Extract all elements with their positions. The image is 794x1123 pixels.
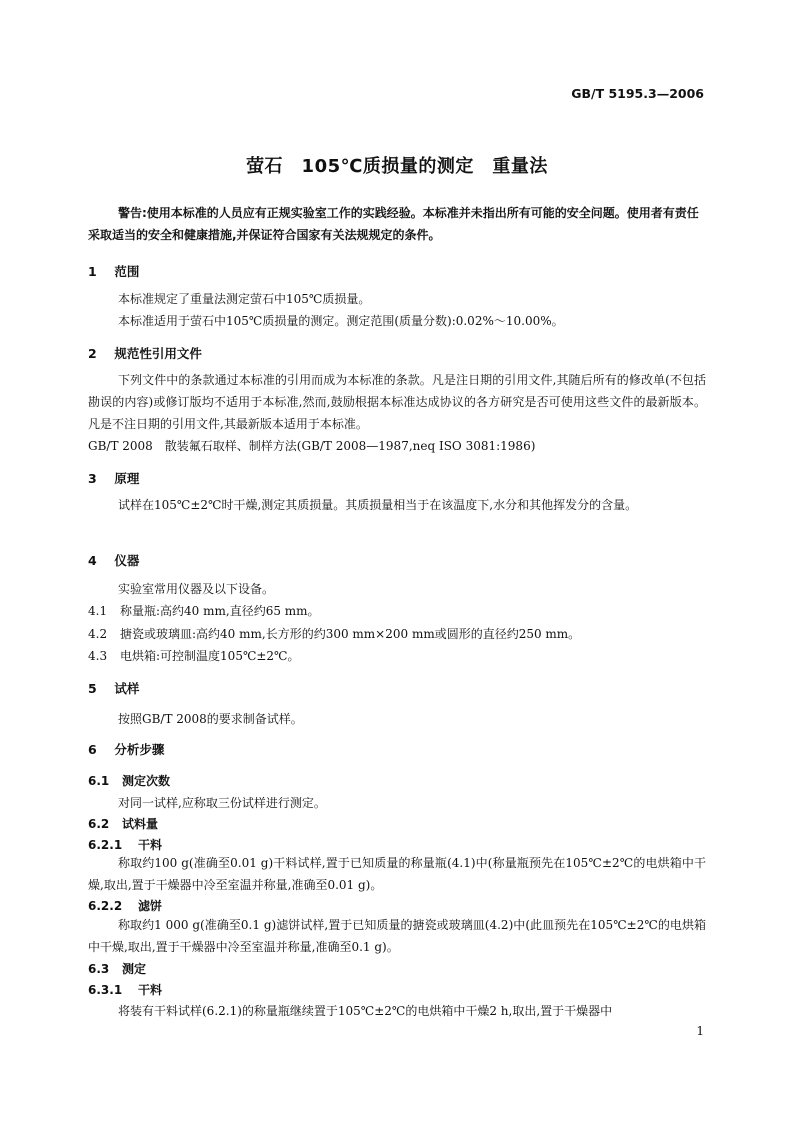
section-title: 分析步骤 — [114, 742, 165, 757]
section-3-paragraph: 试样在105℃±2℃时干燥,测定其质损量。其质损量相当于在该温度下,水分和其他挥发分的含量。 — [118, 498, 638, 512]
section-3-heading — [88, 469, 139, 487]
item-number: 4.2 — [88, 627, 108, 641]
section-4-heading — [88, 551, 139, 569]
section-number: 6 — [88, 742, 97, 757]
section-1-paragraph-1: 本标准规定了重量法测定萤石中105℃质损量。 — [118, 292, 371, 306]
subsection-6-3-1-heading — [88, 981, 162, 998]
list-item — [88, 647, 300, 664]
section-2-paragraph: 下列文件中的条款通过本标准的引用而成为本标准的条款。凡是注日期的引用文件,其随后所有的修改单(不包括勘误的内容)或修订版均不适用于本标准,然而,鼓励根据本标准达成协议的各方研究是否可使用这些文件的最新版本。凡是不注日期的引用文件,其最新版本适用于本标准。 — [88, 373, 706, 431]
reference-entry: GB/T 2008 散装氟石取样、制样方法(GB/T 2008—1987,neq ISO 3081:1986) — [88, 439, 536, 453]
subsection-title: 测定次数 — [122, 774, 171, 788]
subsection-6-1-heading — [88, 772, 170, 789]
subsection-number: 6.2 — [88, 817, 110, 831]
subsection-6-2-2-paragraph: 称取约1 000 g(准确至0.1 g)滤饼试样,置于已知质量的搪瓷或玻璃皿(4.2)中(此皿预先在105℃±2℃的电烘箱中干燥,取出,置于干燥器中冷至室温并称量,准确至0.1 g)。 — [88, 918, 706, 954]
section-4-paragraph: 实验室常用仪器及以下设备。 — [118, 582, 275, 596]
section-title: 仪器 — [114, 553, 140, 568]
section-1-heading — [88, 262, 139, 280]
section-title: 范围 — [114, 264, 140, 279]
subsection-number: 6.2.1 — [88, 838, 123, 852]
section-number: 3 — [88, 471, 97, 486]
subsection-title: 试料量 — [122, 817, 159, 831]
item-number: 4.1 — [88, 604, 108, 618]
subsection-6-2-heading — [88, 815, 158, 832]
subsection-number: 6.2.2 — [88, 899, 123, 913]
section-number: 2 — [88, 346, 97, 361]
section-title: 试样 — [114, 681, 140, 696]
subsection-6-3-heading — [88, 960, 146, 977]
section-1-paragraph-2: 本标准适用于萤石中105℃质损量的测定。测定范围(质量分数):0.02%～10.00%。 — [118, 314, 564, 328]
subsection-title: 干料 — [138, 983, 163, 997]
subsection-number: 6.1 — [88, 774, 110, 788]
section-title: 原理 — [114, 471, 140, 486]
subsection-number: 6.3 — [88, 962, 110, 976]
section-number: 1 — [88, 264, 97, 279]
subsection-title: 滤饼 — [138, 899, 163, 913]
section-number: 4 — [88, 553, 97, 568]
item-text: 称量瓶:高约40 mm,直径约65 mm。 — [120, 604, 320, 618]
item-text: 电烘箱:可控制温度105℃±2℃。 — [120, 649, 300, 663]
subsection-title: 测定 — [122, 962, 147, 976]
list-item — [88, 602, 320, 619]
page-title: 萤石 105℃质损量的测定 重量法 — [246, 156, 548, 177]
document-code: GB/T 5195.3—2006 — [571, 86, 704, 101]
section-6-heading — [88, 740, 164, 758]
section-number: 5 — [88, 681, 97, 696]
subsection-6-3-1-paragraph: 将装有干料试样(6.2.1)的称量瓶继续置于105℃±2℃的电烘箱中干燥2 h,取出,置于干燥器中 — [118, 1004, 613, 1018]
list-item — [88, 625, 580, 642]
subsection-6-2-2-heading — [88, 897, 162, 914]
subsection-title: 干料 — [138, 838, 163, 852]
section-5-heading — [88, 679, 139, 697]
item-number: 4.3 — [88, 649, 108, 663]
warning-paragraph: 警告:使用本标准的人员应有正规实验室工作的实践经验。本标准并未指出所有可能的安全问题。使用者有责任采取适当的安全和健康措施,并保证符合国家有关法规规定的条件。 — [88, 206, 699, 242]
section-5-paragraph: 按照GB/T 2008的要求制备试样。 — [118, 712, 303, 726]
subsection-number: 6.3.1 — [88, 983, 123, 997]
section-2-heading — [88, 344, 202, 362]
subsection-6-2-1-paragraph: 称取约100 g(准确至0.01 g)干料试样,置于已知质量的称量瓶(4.1)中(称量瓶预先在105℃±2℃的电烘箱中干燥,取出,置于干燥器中冷至室温并称量,准确至0.01 g)。 — [88, 856, 706, 892]
subsection-6-2-1-heading — [88, 836, 162, 853]
item-text: 搪瓷或玻璃皿:高约40 mm,长方形的约300 mm×200 mm或圆形的直径约250 mm。 — [120, 627, 581, 641]
subsection-6-1-paragraph: 对同一试样,应称取三份试样进行测定。 — [118, 796, 326, 810]
page-number: 1 — [696, 1024, 704, 1038]
section-title: 规范性引用文件 — [114, 346, 202, 361]
